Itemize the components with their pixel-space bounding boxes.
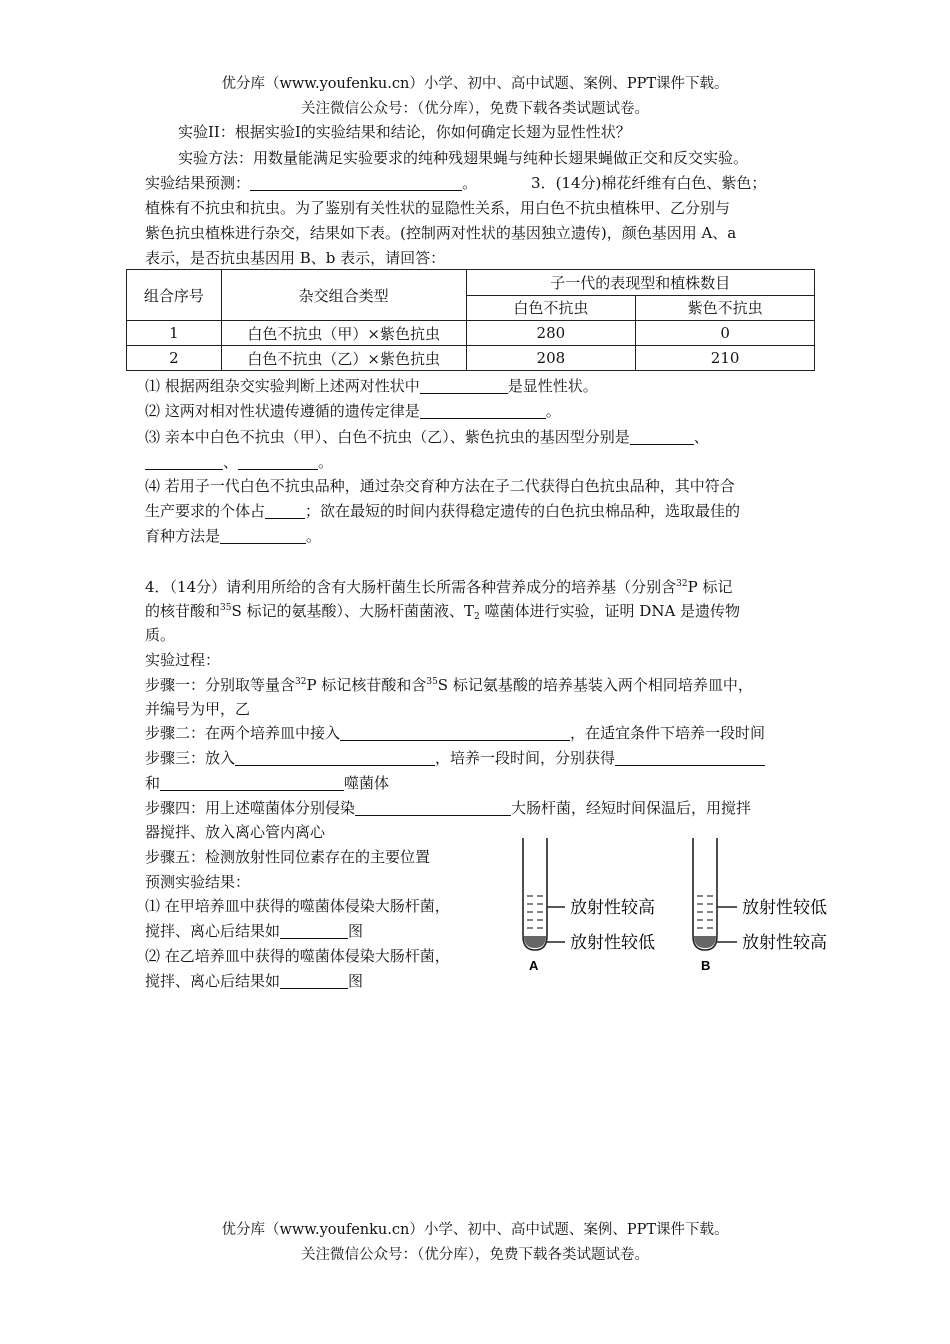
text: 步骤四：用上述噬菌体分别侵染 (145, 799, 356, 817)
text: ；欲在最短的时间内获得稳定遗传的白色抗虫棉品种，选取最佳的 (305, 502, 741, 520)
text: 育种方法是 (145, 527, 221, 545)
table-row (127, 321, 815, 346)
text: 步骤三：放入 (145, 749, 236, 767)
q4-step-4-cont: 器搅拌、放入离心管内离心 (145, 823, 326, 841)
text: 噬菌体 (344, 774, 390, 792)
tube-a (523, 838, 565, 950)
text: 步骤一：分别取等量含 (145, 676, 296, 694)
q4-step-1 (145, 673, 753, 697)
header-group-id: 组合序号 (127, 270, 222, 321)
tube-b (693, 838, 737, 950)
tube-a-bottom-label: 放射性较低 (570, 933, 655, 953)
q4-step-3-cont (145, 771, 389, 795)
text: 步骤二：在两个培养皿中接入 (145, 724, 341, 742)
footer-line-2: 关注微信公众号：（优分库），免费下载各类试题试卷。 (301, 1247, 649, 1263)
q4-step-4 (145, 796, 751, 820)
q4-step-1-cont: 并编号为甲，乙 (145, 700, 251, 718)
header-purple-nonresistant: 紫色不抗虫 (636, 295, 815, 321)
text: 搅拌、离心后结果如 (145, 922, 281, 940)
exp2-predict-line (145, 171, 766, 195)
subscript: 2 (474, 612, 480, 622)
superscript: 32 (295, 677, 307, 687)
text: 图 (348, 922, 364, 940)
table-row (127, 346, 815, 371)
answer-blank[interactable] (145, 451, 223, 470)
cell-id: 1 (127, 321, 222, 346)
text: 4．（14分）请利用所给的含有大肠杆菌生长所需各种营养成分的培养基（分别含 (145, 578, 677, 596)
q3-intro-2: 植株有不抗虫和抗虫。为了鉴别有关性状的显隐性关系，用白色不抗虫植株甲、乙分别与 (145, 199, 731, 217)
punct: 。 (462, 174, 478, 192)
answer-blank[interactable] (220, 525, 306, 544)
text: 、 (223, 453, 239, 471)
answer-blank[interactable] (340, 722, 570, 741)
cell-id: 2 (127, 346, 222, 371)
text: P 标记核苷酸和含 (306, 676, 427, 694)
text: 搅拌、离心后结果如 (145, 972, 281, 990)
superscript: 32 (676, 579, 688, 589)
tube-b-label: B (701, 958, 711, 973)
tube-b-bottom-label: 放射性较高 (742, 933, 827, 953)
answer-blank[interactable] (420, 375, 508, 394)
q3-sub-2 (145, 399, 561, 423)
q4-predict-2-cont (145, 969, 363, 993)
tube-b-top-label: 放射性较低 (742, 898, 827, 918)
text: 图 (348, 972, 364, 990)
header-cross-type: 杂交组合类型 (221, 270, 466, 321)
q4-intro-3: 质。 (145, 626, 176, 644)
q4-step-2 (145, 721, 765, 745)
text: 。 (318, 453, 334, 471)
answer-blank[interactable] (280, 970, 348, 989)
cell-type: 白色不抗虫（甲）×紫色抗虫 (221, 321, 466, 346)
answer-blank[interactable] (630, 426, 694, 445)
text: S 标记氨基酸的培养基装入两个相同培养皿中， (437, 676, 753, 694)
text: ⑵ 这两对相对性状遗传遵循的遗传定律是 (145, 402, 420, 420)
header-white-nonresistant: 白色不抗虫 (466, 295, 636, 321)
centrifuge-tubes-figure (515, 832, 845, 982)
q3-sub-4: ⑷ 若用子一代白色不抗虫品种，通过杂交育种方法在子二代获得白色抗虫品种，其中符合 (145, 477, 735, 495)
answer-blank[interactable] (250, 172, 462, 191)
cell-purple: 0 (636, 321, 815, 346)
text: ⑴ 根据两组杂交实验判断上述两对性状中 (145, 377, 420, 395)
answer-blank[interactable] (615, 747, 765, 766)
q3-sub-4-end (145, 524, 321, 548)
exp2-method: 实验方法：用数量能满足实验要求的纯种残翅果蝇与纯种长翅果蝇做正交和反交实验。 (178, 149, 749, 167)
cell-purple: 210 (636, 346, 815, 371)
answer-blank[interactable] (280, 920, 348, 939)
text: 的核苷酸和 (145, 602, 221, 620)
q3-intro-4: 表示，是否抗虫基因用 B、b 表示，请回答： (145, 249, 446, 267)
tube-a-top-label: 放射性较高 (570, 898, 655, 918)
q3-intro-1: 3．(14分)棉花纤维有白色、紫色； (531, 174, 767, 192)
answer-blank[interactable] (238, 451, 318, 470)
q4-step-3 (145, 746, 765, 770)
exp2-predict-label: 实验结果预测： (145, 174, 251, 192)
cell-white: 208 (466, 346, 636, 371)
text: 生产要求的个体占 (145, 502, 266, 520)
q3-intro-3: 紫色抗虫植株进行杂交，结果如下表。(控制两对性状的基因独立遗传)，颜色基因用 A、a (145, 224, 737, 242)
header-line-1: 优分库（www.youfenku.cn）小学、初中、高中试题、案例、PPT课件下载。 (221, 76, 729, 92)
text: 。 (306, 527, 322, 545)
cell-type: 白色不抗虫（乙）×紫色抗虫 (221, 346, 466, 371)
q3-sub-3-cont (145, 450, 333, 474)
answer-blank[interactable] (160, 772, 344, 791)
text: 大肠杆菌，经短时间保温后，用搅拌 (511, 799, 752, 817)
q3-sub-1 (145, 374, 598, 398)
text: 。 (545, 402, 561, 420)
text: P 标记 (687, 578, 733, 596)
answer-blank[interactable] (235, 747, 435, 766)
q4-intro-1 (145, 575, 732, 599)
q4-process-label: 实验过程： (145, 651, 221, 669)
text: ，在适宜条件下培养一段时间 (570, 724, 766, 742)
footer-line-1: 优分库（www.youfenku.cn）小学、初中、高中试题、案例、PPT课件下载。 (221, 1222, 729, 1238)
answer-blank[interactable] (420, 400, 546, 419)
text: S 标记的氨基酸）、大肠杆菌菌液、T (231, 602, 475, 620)
text: 噬菌体进行实验，证明 DNA 是遗传物 (479, 602, 741, 620)
superscript: 35 (220, 603, 232, 613)
text: 是显性性状。 (507, 377, 598, 395)
q3-sub-4-cont (145, 499, 740, 523)
exp2-question: 实验II：根据实验I的实验结果和结论，你如何确定长翅为显性性状？ (178, 123, 631, 141)
q4-predict-1-cont (145, 919, 363, 943)
q4-step-5: 步骤五：检测放射性同位素存在的主要位置 (145, 848, 431, 866)
text: 、 (693, 428, 709, 446)
cell-white: 280 (466, 321, 636, 346)
cross-result-table (126, 269, 815, 371)
text: 和 (145, 774, 161, 792)
tube-a-label: A (529, 958, 539, 973)
q4-predict-2: ⑵ 在乙培养皿中获得的噬菌体侵染大肠杆菌， (145, 947, 450, 965)
superscript: 35 (426, 677, 438, 687)
header-offspring: 子一代的表现型和植株数目 (466, 270, 815, 296)
answer-blank[interactable] (265, 500, 305, 519)
q4-predict-label: 预测实验结果： (145, 873, 251, 891)
text: ⑶ 亲本中白色不抗虫（甲）、白色不抗虫（乙）、紫色抗虫的基因型分别是 (145, 428, 630, 446)
q4-intro-2 (145, 599, 740, 623)
text: ，培养一段时间，分别获得 (435, 749, 616, 767)
q3-sub-3 (145, 425, 709, 449)
q4-predict-1: ⑴ 在甲培养皿中获得的噬菌体侵染大肠杆菌， (145, 897, 450, 915)
answer-blank[interactable] (355, 797, 511, 816)
header-line-2: 关注微信公众号：（优分库），免费下载各类试题试卷。 (301, 101, 649, 117)
